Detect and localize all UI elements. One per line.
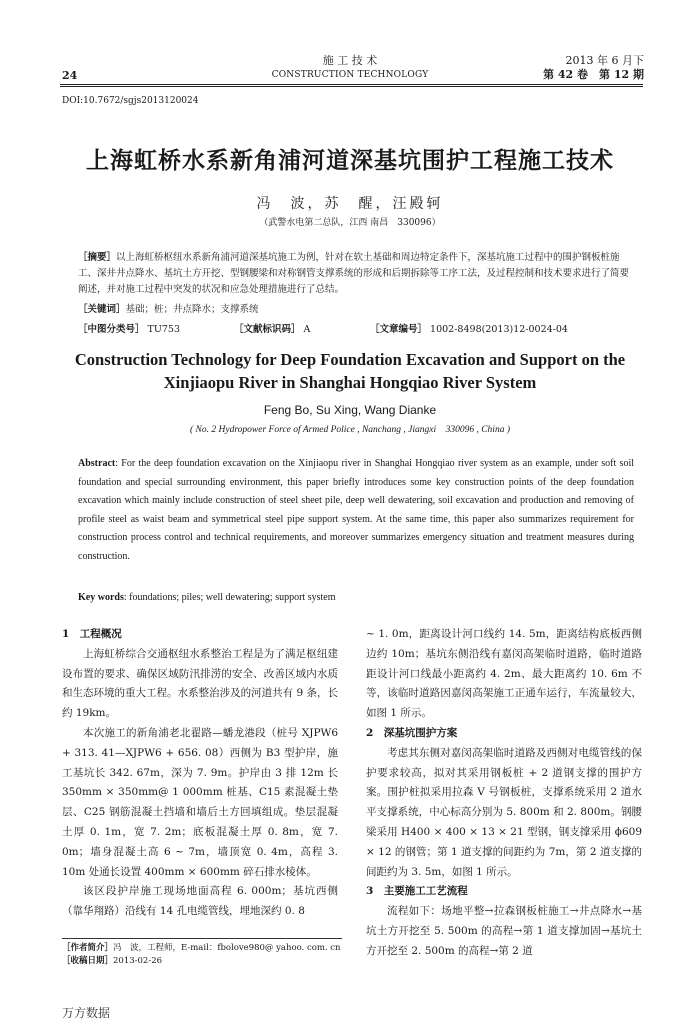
clc-code — [78, 321, 234, 335]
doc-label: ［文献标识码］ — [234, 324, 301, 335]
issue-volume: 第 42 卷 第 12 期 — [543, 68, 644, 81]
abstract-cn-label: ［摘要］ — [78, 252, 117, 263]
article-label: ［文章编号］ — [370, 324, 428, 335]
keywords-cn-text: 基础；桩；井点降水；支撑系统 — [125, 304, 259, 315]
section-1-paragraph-2: 本次施工的新角浦老北翟路—蟠龙港段（桩号 XJPW6 + 313. 41—XJPW6 + 656. 08）西侧为 B3 型护岸，施工基坑长 342. 67m，深为 7. 9m。护岸由 3 排 12m 长 350mm × 350mm@ 1 000mm 桩基、C15 素混凝土垫层、C25 钢筋混凝土挡墙和墙后土方回填组成。垫层混凝土厚 0. 1m，宽 7. 2m；底板混凝土厚 0. 8m，宽 7. 0m；墙身混凝土高 6 ~ 7m，墙顶宽 0. 4m，高程 3. 10m 处通长设置 400mm × 600mm 碎石排水棱体。 — [62, 726, 338, 878]
footnote-date-text: 2013-02-26 — [113, 956, 163, 966]
page-number: 24 — [62, 69, 78, 82]
title-cn: 上海虹桥水系新角浦河道深基坑围护工程施工技术 — [86, 147, 614, 174]
abstract-en-text: : For the deep foundation excavation on the Xinjiaopu river in Shanghai Hongqiao river system as an example, under soft soil foundation and special surrounding environment, this paper briefly introduces some key construction points of the deep foundation excavation which mainly include construction of steel sheet pile, deep well dewatering, soil excavation and production and removing of profile steel as waist beam and symmetrical steel pipe support system. At the same time, this paper also summarizes requirement for construction process control and technical requirements, and moreover summarizes emergency situation and treatment measures during construction. — [78, 458, 634, 562]
footnote-author-label: ［作者简介］ — [62, 943, 114, 953]
authors-en: Feng Bo, Su Xing, Wang Dianke — [263, 403, 437, 417]
clc-value: TU753 — [147, 324, 181, 335]
article-number — [370, 321, 568, 335]
body-column-right — [366, 625, 642, 962]
affiliation-en: ( No. 2 Hydropower Force of Armed Police , Nanchang , Jiangxi 330096 , China ) — [190, 425, 510, 435]
footnote-author-text: 冯 波，工程师，E-mail：fbolove980@ yahoo. com. cn — [113, 943, 341, 953]
doc-code — [234, 321, 370, 335]
abstract-cn — [78, 250, 634, 298]
article-value: 1002-8498(2013)12-0024-04 — [430, 324, 568, 335]
keywords-cn-label: ［关键词］ — [78, 304, 126, 315]
footnote-date — [62, 955, 342, 968]
footnote — [62, 942, 342, 968]
doc-value: A — [303, 324, 311, 335]
header-rule — [60, 84, 643, 85]
section-1-paragraph-3: 该区段护岸施工现场地面高程 6. 000m；基坑西侧（靠华翔路）沿线有 14 孔电缆管线，埋地深约 0. 8 — [62, 885, 338, 918]
authors-cn: 冯 波，苏 醒，汪殿轲 — [256, 196, 444, 212]
section-3-paragraph-1: 流程如下：场地平整→拉森钢板桩施工→井点降水→基坑土方开挖至 5. 500m 的高程→第 1 道支撑加固→基坑土方开挖至 2. 500m 的高程→第 2 道 — [366, 905, 642, 957]
footnote-author — [62, 942, 342, 955]
keywords-en — [78, 592, 634, 603]
watermark: 万方数据 — [62, 1006, 111, 1020]
header-rule-thin — [60, 86, 643, 87]
section-1-heading: 1 工程概况 — [62, 628, 122, 640]
clc-label: ［中图分类号］ — [78, 324, 145, 335]
issue-date: 2013 年 6 月下 — [565, 54, 644, 67]
section-1-paragraph-1: 上海虹桥综合交通枢纽水系整治工程是为了满足枢纽建设布置的要求、确保区域防汛排涝的安全、改善区域内水质和生态环境的重大工程。水系整治涉及的河道共有 9 条，长约 19km。 — [62, 647, 338, 720]
classification-row — [78, 321, 634, 335]
abstract-cn-text: 以上海虹桥枢纽水系新角浦河道深基坑施工为例，针对在软土基础和周边特定条件下，深基坑施工过程中的围护钢板桩施工、深井井点降水、基坑土方开挖、型钢腰梁和对称钢管支撑系统的形成和后期拆除等工序工法，及过程控制和技术要求进行了简要阐述，并对施工过程中突发的状况和应急处理措施进行了总结。 — [78, 252, 630, 295]
title-en: Construction Technology for Deep Foundation Excavation and Support on the Xinjiaopu River in Shanghai Hongqiao River System — [74, 350, 626, 392]
doi: DOI:10.7672/sgjs2013120024 — [62, 96, 199, 106]
keywords-en-text: : foundations; piles; well dewatering; support system — [123, 592, 336, 603]
section-3-heading: 3 主要施工工艺流程 — [366, 885, 468, 898]
footnote-date-label: ［收稿日期］ — [62, 956, 114, 966]
keywords-cn — [78, 302, 634, 318]
footnote-rule — [62, 938, 342, 939]
journal-name-cn: 施 工 技 术 — [322, 54, 378, 67]
section-2-paragraph-1: 考虑其东侧对嘉闵高架临时道路及西侧对电缆管线的保护要求较高，拟对其采用钢板桩 + 2 道钢支撑的围护方案。围护桩拟采用拉森 V 号钢板桩，支撑系统采用 2 道水平支撑系统，中心标高分别为 5. 800m 和 2. 800m。钢腰梁采用 H400 × 400 × 13 × 21 型钢，钢支撑采用 ϕ609 × 12 的钢管；第 1 道支撑的间距约为 7m，第 2 道支撑的间距约为 3. 5m，如图 1 所示。 — [366, 746, 642, 878]
body-column-left — [62, 625, 338, 922]
abstract-en — [78, 455, 634, 566]
affiliation-cn: （武警水电第二总队，江西 南昌 330096） — [259, 218, 441, 228]
journal-name-en: CONSTRUCTION TECHNOLOGY — [271, 70, 429, 80]
keywords-en-label: Key words — [78, 592, 124, 603]
abstract-en-label: Abstract — [78, 458, 116, 469]
section-1-continued: ~ 1. 0m，距离设计河口线约 14. 5m，距离结构底板西侧边约 10m；基坑东侧沿线有嘉闵高架临时道路，临时道路距设计河口线最小距离约 4. 2m、最大距离约 10. 6m 不等，该临时道路因嘉闵高架施工正通车运行，车流量较大，如图 1 所示。 — [366, 628, 642, 720]
journal-header — [240, 54, 460, 82]
section-2-heading: 2 深基坑围护方案 — [366, 726, 458, 739]
issue-info — [543, 54, 644, 82]
